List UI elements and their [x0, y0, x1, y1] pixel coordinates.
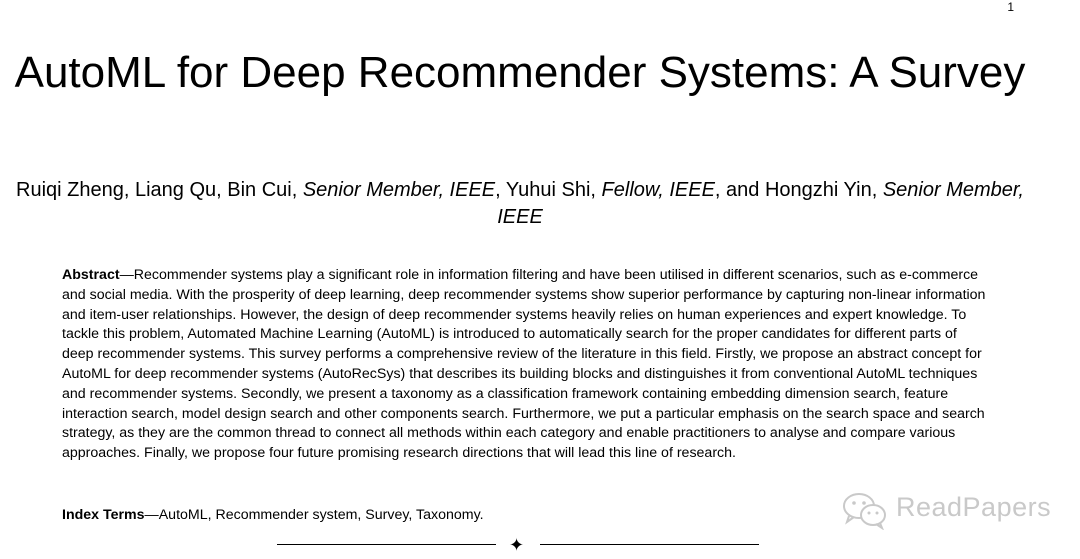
author-role-3: Senior Member, IEEE: [497, 179, 1024, 228]
index-terms-text: —AutoML, Recommender system, Survey, Taxonomy.: [144, 507, 484, 523]
index-terms: [62, 506, 762, 525]
abstract-label: Abstract: [62, 267, 120, 283]
author-role-2: Fellow, IEEE: [601, 179, 715, 201]
author-names-3: , and Hongzhi Yin,: [714, 179, 883, 201]
author-names-1: Ruiqi Zheng, Liang Qu, Bin Cui,: [16, 179, 303, 201]
watermark: [840, 490, 1060, 530]
page-number: 1: [1007, 0, 1014, 14]
divider-rule-left: [277, 544, 496, 545]
author-names-2: , Yuhui Shi,: [495, 179, 602, 201]
author-role-1: Senior Member, IEEE: [302, 179, 496, 201]
abstract-text: —Recommender systems play a significant role in information filtering and have been utilised in different scenarios, such as e-commerce and social media. With the prosperity of deep learning, deep recommender systems show superior performance by capturing non-linear information and item-user relationships. However, the design of deep recommender systems heavily relies on human experiences and expert knowledge. To tackle this problem, Automated Machine Learning (AutoML) is introduced to automatically search for the proper candidates for different parts of deep recommender systems. This survey performs a comprehensive review of the literature in this field. Firstly, we propose an abstract concept for AutoML for deep recommender systems (AutoRecSys) that describes its building blocks and distinguishes it from conventional AutoML techniques and recommender systems. Secondly, we present a taxonomy as a classification framework containing embedding dimension search, feature interaction search, model design search and other components search. Furthermore, we put a particular emphasis on the search space and search strategy, as they are the common thread to connect all methods within each category and enable practitioners to analyse and compare various approaches. Finally, we propose four future promising research directions that will lead this line of research.: [62, 267, 986, 462]
author-list: [0, 177, 1040, 231]
index-terms-label: Index Terms: [62, 507, 145, 523]
watermark-text: ReadPapers: [896, 492, 1052, 522]
wechat-icon: [840, 490, 890, 535]
divider-rule-right: [540, 544, 759, 545]
paper-title: AutoML for Deep Recommender Systems: A Survey: [14, 48, 1026, 97]
section-divider: [277, 534, 759, 556]
abstract: [62, 266, 987, 464]
divider-glyph: ✦: [509, 535, 525, 555]
